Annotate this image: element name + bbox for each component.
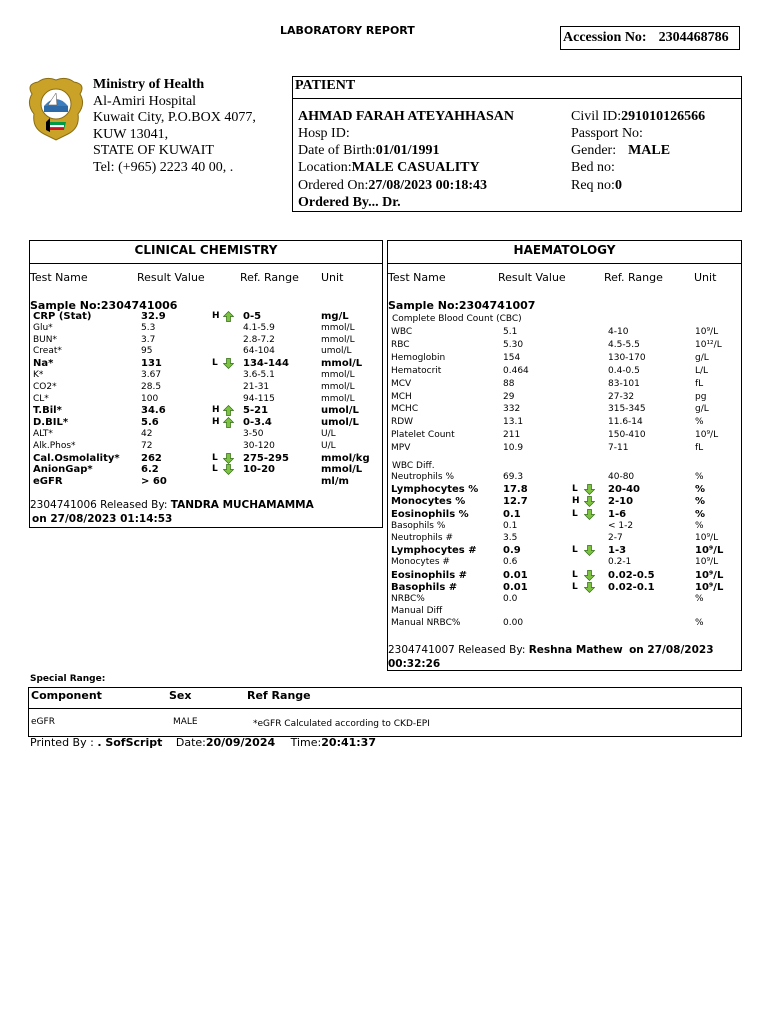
arrow-up-icon xyxy=(223,311,234,322)
col-test-name: Test Name xyxy=(388,271,446,284)
location-value: MALE CASUALITY xyxy=(351,160,480,175)
test-name: CRP (Stat) xyxy=(33,311,92,322)
table-row xyxy=(30,441,382,453)
ref-range: 1-6 xyxy=(608,508,627,520)
ref-range: 64-104 xyxy=(243,346,275,357)
unit: pg xyxy=(695,391,707,402)
dob-value: 01/01/1991 xyxy=(375,143,440,158)
ref-range: 134-144 xyxy=(243,358,289,370)
arrow-up-icon xyxy=(223,405,234,416)
ref-range: 11.6-14 xyxy=(608,417,643,428)
unit: 10¹²/L xyxy=(695,339,722,350)
result-value: 262 xyxy=(141,452,162,464)
table-row xyxy=(388,618,741,630)
table-row xyxy=(388,417,741,429)
haematology-released xyxy=(388,644,714,656)
ref-range: 4.1-5.9 xyxy=(243,322,275,333)
unit: umol/L xyxy=(321,405,359,417)
kuwait-emblem-icon xyxy=(24,74,88,144)
ref-range: 83-101 xyxy=(608,378,640,389)
unit: mg/L xyxy=(321,311,349,322)
ref-range: 0-3.4 xyxy=(243,417,272,429)
unit: 10⁹/L xyxy=(695,430,719,441)
test-name: BUN* xyxy=(33,334,57,345)
test-name: Na* xyxy=(33,358,54,370)
table-row xyxy=(388,430,741,442)
test-name: Monocytes # xyxy=(391,557,450,568)
telephone: Tel: (+965) 2223 40 00, . xyxy=(93,159,234,175)
result-value: 211 xyxy=(503,430,521,441)
unit: fL xyxy=(695,378,704,389)
abnormal-flag: H xyxy=(572,496,580,507)
col-unit: Unit xyxy=(694,271,717,284)
cbc-label xyxy=(388,314,741,326)
abnormal-flag: H xyxy=(212,417,220,428)
result-value: 72 xyxy=(141,440,153,451)
test-name: Eosinophils # xyxy=(391,569,468,581)
chemistry-released-on: on 27/08/2023 01:14:53 xyxy=(32,513,173,525)
result-value: 0.01 xyxy=(503,581,528,593)
table-row xyxy=(388,533,741,545)
gender xyxy=(571,143,670,159)
test-name: CL* xyxy=(33,393,49,404)
civil-id-value: 291010126566 xyxy=(621,109,706,124)
result-value: 0.1 xyxy=(503,508,521,520)
result-value: 6.2 xyxy=(141,464,159,476)
ordered-on xyxy=(298,178,487,194)
unit: U/L xyxy=(321,429,336,439)
unit: 10⁹/L xyxy=(695,327,719,337)
unit: mmol/L xyxy=(321,464,363,476)
table-row xyxy=(30,429,382,441)
unit: mmol/L xyxy=(321,358,363,370)
result-value: 5.6 xyxy=(141,417,159,429)
date-of-birth xyxy=(298,143,440,159)
table-row xyxy=(388,404,741,416)
test-name: Platelet Count xyxy=(391,430,455,441)
table-row xyxy=(30,417,382,429)
sr-col-ref-range: Ref Range xyxy=(247,689,311,702)
accession-box xyxy=(560,26,740,50)
ref-range: 0.02-0.1 xyxy=(608,581,655,593)
ref-range: 27-32 xyxy=(608,391,635,402)
unit: % xyxy=(695,472,704,482)
test-name: MPV xyxy=(391,443,411,454)
result-value: 0.464 xyxy=(503,365,529,376)
ordered-by: Ordered By... Dr. xyxy=(298,195,401,210)
test-name: Cal.Osmolality* xyxy=(33,452,120,464)
abnormal-flag: L xyxy=(212,452,218,463)
ref-range: 40-80 xyxy=(608,472,635,482)
abnormal-flag: L xyxy=(572,569,578,580)
result-value: 42 xyxy=(141,429,153,439)
col-result-value: Result Value xyxy=(498,271,566,284)
test-name: MCV xyxy=(391,378,412,389)
haematology-released-time: 00:32:26 xyxy=(388,658,441,670)
ref-range: 315-345 xyxy=(608,404,646,415)
test-name: Manual NRBC% xyxy=(391,618,461,629)
sr-divider xyxy=(29,708,741,709)
haematology-section xyxy=(387,240,742,671)
test-name: MCHC xyxy=(391,404,419,415)
col-ref-range: Ref. Range xyxy=(240,271,299,284)
table-row xyxy=(388,340,741,352)
result-value: 95 xyxy=(141,346,153,357)
test-name: Lymphocytes # xyxy=(391,545,477,557)
print-date: 20/09/2024 xyxy=(205,736,276,749)
arrow-down-icon xyxy=(223,358,234,369)
chemistry-released-by: TANDRA MUCHAMAMMA xyxy=(170,499,314,511)
haematology-released-by: Reshna Mathew xyxy=(528,644,623,656)
table-row xyxy=(388,582,741,594)
ref-range: 2-10 xyxy=(608,496,634,508)
unit: mmol/L xyxy=(321,381,355,392)
result-value: 332 xyxy=(503,404,521,415)
unit: 10⁹/L xyxy=(695,533,719,543)
table-row xyxy=(30,323,382,335)
req-value: 0 xyxy=(614,178,622,193)
address-line: STATE OF KUWAIT xyxy=(93,143,214,158)
chemistry-released xyxy=(30,499,314,511)
unit: mmol/kg xyxy=(321,452,370,464)
accession-label: Accession No: xyxy=(563,30,647,45)
special-range-label: Special Range: xyxy=(30,674,106,684)
test-name: NRBC% xyxy=(391,594,425,604)
table-row xyxy=(388,570,741,582)
unit: 10⁹/L xyxy=(695,557,719,568)
test-name: Monocytes % xyxy=(391,496,466,508)
haematology-sample-no: Sample No:2304741007 xyxy=(388,299,536,312)
abnormal-flag: L xyxy=(572,581,578,592)
ref-range: < 1-2 xyxy=(608,520,634,531)
table-row xyxy=(30,464,382,476)
abnormal-flag: L xyxy=(212,464,218,475)
ref-range: 0.02-0.5 xyxy=(608,569,655,581)
result-value: 0.1 xyxy=(503,520,518,531)
abnormal-flag: H xyxy=(212,311,220,321)
unit: 10⁹/L xyxy=(695,581,724,593)
result-value: 5.3 xyxy=(141,322,156,333)
arrow-down-icon xyxy=(584,545,595,556)
clinical-chemistry-section xyxy=(29,240,383,528)
test-name: CO2* xyxy=(33,381,57,392)
result-value: 5.30 xyxy=(503,339,524,350)
abnormal-flag: L xyxy=(572,484,578,495)
result-value: 88 xyxy=(503,378,515,389)
unit: % xyxy=(695,594,704,604)
result-value: 69.3 xyxy=(503,472,524,482)
table-row xyxy=(30,370,382,382)
unit: L/L xyxy=(695,365,709,376)
ref-range: 20-40 xyxy=(608,484,640,496)
result-value: 12.7 xyxy=(503,496,528,508)
test-name: K* xyxy=(33,370,44,380)
ref-range: 2-7 xyxy=(608,533,623,543)
table-row xyxy=(388,366,741,378)
table-row xyxy=(388,353,741,365)
test-name: Basophils # xyxy=(391,581,458,593)
test-name: RDW xyxy=(391,417,414,428)
test-name: Eosinophils % xyxy=(391,508,469,520)
test-name: Creat* xyxy=(33,346,62,357)
test-name: Alk.Phos* xyxy=(33,440,76,451)
abnormal-flag: L xyxy=(572,545,578,556)
unit: mmol/L xyxy=(321,370,355,380)
result-value: 0.0 xyxy=(503,594,518,604)
abnormal-flag: L xyxy=(572,508,578,519)
print-time: 20:41:37 xyxy=(321,736,376,749)
test-name: Manual Diff xyxy=(391,606,443,617)
sr-sex: MALE xyxy=(173,717,198,727)
col-unit: Unit xyxy=(321,271,344,284)
ref-range: 10-20 xyxy=(243,464,275,476)
table-row xyxy=(30,335,382,347)
result-value: 32.9 xyxy=(141,311,166,322)
unit: g/L xyxy=(695,352,709,363)
test-name: MCH xyxy=(391,391,412,402)
ministry-name: Ministry of Health xyxy=(93,77,205,92)
time-label: Time: xyxy=(290,736,322,749)
table-row xyxy=(388,327,741,339)
unit: U/L xyxy=(321,440,336,451)
arrow-down-icon xyxy=(584,582,595,593)
haematology-released-prefix: 2304741007 Released By: xyxy=(388,644,526,656)
passport-no: Passport No: xyxy=(571,126,643,141)
ordered-on-label: Ordered On: xyxy=(298,178,369,193)
test-name: Hematocrit xyxy=(391,365,442,376)
table-row xyxy=(388,379,741,391)
table-row xyxy=(30,453,382,465)
result-value: 34.6 xyxy=(141,405,166,417)
table-row xyxy=(388,557,741,569)
result-value: 0.01 xyxy=(503,569,528,581)
arrow-down-icon xyxy=(223,464,234,475)
date-label: Date: xyxy=(175,736,206,749)
cbc-label-text: Complete Blood Count (CBC) xyxy=(392,314,522,324)
req-label: Req no: xyxy=(571,178,615,193)
patient-header: PATIENT xyxy=(293,77,741,99)
bed-no: Bed no: xyxy=(571,160,615,175)
test-name: WBC xyxy=(391,327,413,337)
test-name: T.Bil* xyxy=(33,405,62,417)
ref-range: 0.2-1 xyxy=(608,557,632,568)
hospital-name: Al-Amiri Hospital xyxy=(93,93,197,109)
unit: % xyxy=(695,417,704,428)
unit: % xyxy=(695,496,706,508)
print-footer xyxy=(30,736,376,749)
ref-range: 30-120 xyxy=(243,440,275,451)
haematology-released-on: on 27/08/2023 xyxy=(629,644,714,656)
arrow-up-icon xyxy=(223,417,234,428)
report-title: LABORATORY REPORT xyxy=(280,24,415,37)
sr-col-component: Component xyxy=(31,689,102,702)
printed-by-label: Printed By : xyxy=(30,736,94,749)
table-row xyxy=(388,472,741,484)
arrow-down-icon xyxy=(584,484,595,495)
ref-range: 94-115 xyxy=(243,393,275,404)
table-row xyxy=(30,346,382,358)
table-row xyxy=(30,405,382,417)
address-line: KUW 13041, xyxy=(93,126,169,142)
test-name: eGFR xyxy=(33,476,63,488)
result-value: 100 xyxy=(141,393,159,404)
table-row xyxy=(30,476,382,488)
result-value: 0.00 xyxy=(503,618,524,629)
test-name: Neutrophils # xyxy=(391,533,454,543)
unit: ml/m xyxy=(321,476,349,488)
arrow-down-icon xyxy=(584,570,595,581)
civil-id-label: Civil ID: xyxy=(571,109,622,124)
result-value: 28.5 xyxy=(141,381,162,392)
result-value: 3.5 xyxy=(503,533,518,543)
result-value: 0.9 xyxy=(503,545,521,557)
ref-range: 21-31 xyxy=(243,381,270,392)
ref-range: 275-295 xyxy=(243,452,289,464)
unit: % xyxy=(695,508,706,520)
ref-range: 0.4-0.5 xyxy=(608,365,640,376)
ref-range: 7-11 xyxy=(608,443,629,454)
gender-label: Gender: xyxy=(571,143,617,158)
arrow-down-icon xyxy=(223,453,234,464)
table-row xyxy=(388,545,741,557)
result-value: > 60 xyxy=(141,476,167,488)
result-value: 3.7 xyxy=(141,334,156,345)
table-row xyxy=(388,484,741,496)
ref-range: 3.6-5.1 xyxy=(243,370,275,380)
test-name: Lymphocytes % xyxy=(391,484,479,496)
sr-ref: *eGFR Calculated according to CKD-EPI xyxy=(253,719,430,729)
test-name: RBC xyxy=(391,339,410,350)
location-label: Location: xyxy=(298,160,352,175)
table-row xyxy=(388,443,741,455)
result-value: 5.1 xyxy=(503,327,518,337)
abnormal-flag: L xyxy=(212,358,218,369)
col-result-value: Result Value xyxy=(137,271,205,284)
ref-range: 3-50 xyxy=(243,429,264,439)
table-row xyxy=(388,521,741,533)
ordered-on-value: 27/08/2023 00:18:43 xyxy=(368,178,487,193)
chemistry-title: CLINICAL CHEMISTRY xyxy=(30,241,382,264)
unit: mmol/L xyxy=(321,334,355,345)
wbc-diff-text: WBC Diff. xyxy=(392,461,435,471)
unit: mmol/L xyxy=(321,393,355,404)
ref-range: 130-170 xyxy=(608,352,646,363)
unit: 10⁹/L xyxy=(695,545,724,557)
test-name: Glu* xyxy=(33,322,53,333)
patient-name: AHMAD FARAH ATEYAHHASAN xyxy=(298,109,514,124)
col-ref-range: Ref. Range xyxy=(604,271,663,284)
result-value: 131 xyxy=(141,358,162,370)
gender-value: MALE xyxy=(628,143,671,158)
ref-range: 4.5-5.5 xyxy=(608,339,640,350)
ref-range: 5-21 xyxy=(243,405,269,417)
test-name: D.BIL* xyxy=(33,417,69,429)
result-value: 29 xyxy=(503,391,515,402)
result-value: 0.6 xyxy=(503,557,518,568)
unit: % xyxy=(695,484,706,496)
result-value: 154 xyxy=(503,352,521,363)
test-name: ALT* xyxy=(33,429,53,439)
table-row xyxy=(388,496,741,508)
sr-col-sex: Sex xyxy=(169,689,192,702)
result-value: 13.1 xyxy=(503,417,524,428)
unit: % xyxy=(695,520,704,531)
result-value: 10.9 xyxy=(503,443,524,454)
accession-number: 2304468786 xyxy=(658,30,729,45)
unit: g/L xyxy=(695,404,709,415)
table-row xyxy=(388,606,741,618)
table-row xyxy=(388,509,741,521)
ministry-address xyxy=(93,77,256,176)
address-line: Kuwait City, P.O.BOX 4077, xyxy=(93,110,256,125)
test-name: Hemoglobin xyxy=(391,352,446,363)
patient-box xyxy=(292,76,742,212)
col-test-name: Test Name xyxy=(30,271,88,284)
ref-range: 0-5 xyxy=(243,311,262,322)
test-name: AnionGap* xyxy=(33,464,93,476)
ref-range: 1-3 xyxy=(608,545,627,557)
special-range-table xyxy=(28,687,742,737)
ref-range: 4-10 xyxy=(608,327,629,337)
dob-label: Date of Birth: xyxy=(298,143,376,158)
location xyxy=(298,160,480,176)
printed-by: . SofScript xyxy=(97,736,163,749)
sr-component: eGFR xyxy=(31,717,55,727)
haematology-title: HAEMATOLOGY xyxy=(388,241,741,264)
ref-range: 2.8-7.2 xyxy=(243,334,275,345)
civil-id xyxy=(571,109,705,125)
req-no xyxy=(571,178,622,194)
table-row xyxy=(388,392,741,404)
table-row xyxy=(30,311,382,323)
table-row xyxy=(30,382,382,394)
ref-range: 150-410 xyxy=(608,430,646,441)
unit: umol/L xyxy=(321,417,359,429)
unit: % xyxy=(695,618,704,629)
hosp-id: Hosp ID: xyxy=(298,126,350,141)
table-row xyxy=(388,594,741,606)
arrow-down-icon xyxy=(584,496,595,507)
unit: fL xyxy=(695,443,704,454)
table-row xyxy=(30,358,382,370)
arrow-down-icon xyxy=(584,509,595,520)
test-name: Neutrophils % xyxy=(391,472,455,482)
result-value: 3.67 xyxy=(141,370,162,380)
result-value: 17.8 xyxy=(503,484,528,496)
test-name: Basophils % xyxy=(391,520,446,531)
abnormal-flag: H xyxy=(212,405,220,416)
chemistry-released-prefix: 2304741006 Released By: xyxy=(30,499,168,511)
table-row xyxy=(30,394,382,406)
unit: umol/L xyxy=(321,346,352,357)
unit: mmol/L xyxy=(321,322,355,333)
chemistry-sample-no: Sample No:2304741006 xyxy=(30,299,178,312)
unit: 10⁹/L xyxy=(695,569,724,581)
